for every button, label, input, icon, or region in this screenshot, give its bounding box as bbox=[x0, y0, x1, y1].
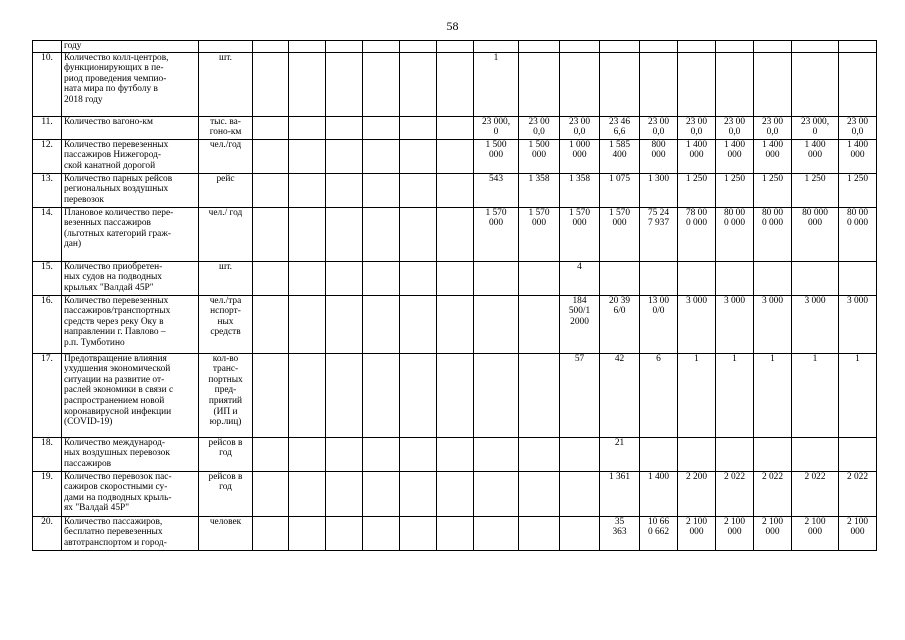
value-cell bbox=[326, 139, 363, 173]
value-cell bbox=[253, 353, 289, 437]
value-cell bbox=[437, 139, 474, 173]
value-cell: 2 100 000 bbox=[754, 516, 792, 550]
value-cell bbox=[253, 139, 289, 173]
value-cell: 1 bbox=[474, 52, 519, 116]
value-cell bbox=[474, 471, 519, 516]
value-cell bbox=[326, 116, 363, 139]
value-cell: 2 022 bbox=[716, 471, 754, 516]
table-row bbox=[33, 261, 877, 295]
value-cell bbox=[253, 173, 289, 207]
row-number-cell: 10. bbox=[33, 52, 62, 116]
value-cell bbox=[363, 139, 400, 173]
unit-cell: тыс. ва- гоно-км bbox=[199, 116, 253, 139]
value-cell: 543 bbox=[474, 173, 519, 207]
table-row bbox=[33, 516, 877, 550]
indicator-name-cell: Количество международ- ных воздушных перевозок пассажиров bbox=[62, 437, 199, 471]
value-cell bbox=[363, 471, 400, 516]
value-cell bbox=[326, 516, 363, 550]
value-cell bbox=[289, 516, 326, 550]
value-cell: 1 500 000 bbox=[519, 139, 560, 173]
indicator-name-cell: Количество парных рейсов региональных воздушных перевозок bbox=[62, 173, 199, 207]
value-cell: 1 400 000 bbox=[792, 139, 839, 173]
value-cell bbox=[792, 261, 839, 295]
value-cell bbox=[400, 261, 437, 295]
value-cell bbox=[678, 41, 716, 53]
unit-cell: рейс bbox=[199, 173, 253, 207]
value-cell bbox=[253, 471, 289, 516]
value-cell: 1 bbox=[792, 353, 839, 437]
unit-cell: чел./тра нспорт- ных средств bbox=[199, 295, 253, 353]
indicator-name-cell: Количество колл-центров, функционирующих в пе- риод проведения чемпио- ната мира по футболу в 2018 году bbox=[62, 52, 199, 116]
value-cell: 4 bbox=[560, 261, 600, 295]
value-cell bbox=[437, 116, 474, 139]
value-cell bbox=[400, 353, 437, 437]
value-cell bbox=[519, 52, 560, 116]
value-cell bbox=[400, 41, 437, 53]
value-cell bbox=[437, 516, 474, 550]
value-cell: 78 00 0 000 bbox=[678, 207, 716, 261]
row-number-cell: 18. bbox=[33, 437, 62, 471]
value-cell bbox=[474, 41, 519, 53]
value-cell bbox=[363, 173, 400, 207]
row-number-cell: 16. bbox=[33, 295, 62, 353]
value-cell: 23 46 6,6 bbox=[600, 116, 640, 139]
value-cell: 2 100 000 bbox=[792, 516, 839, 550]
value-cell bbox=[474, 437, 519, 471]
value-cell: 23 000, 0 bbox=[474, 116, 519, 139]
value-cell bbox=[253, 295, 289, 353]
value-cell bbox=[560, 41, 600, 53]
value-cell: 3 000 bbox=[792, 295, 839, 353]
value-cell bbox=[400, 437, 437, 471]
value-cell bbox=[560, 437, 600, 471]
value-cell bbox=[560, 52, 600, 116]
value-cell bbox=[437, 207, 474, 261]
value-cell: 1 358 bbox=[519, 173, 560, 207]
row-number-cell: 17. bbox=[33, 353, 62, 437]
value-cell bbox=[716, 261, 754, 295]
value-cell: 1 bbox=[754, 353, 792, 437]
value-cell bbox=[400, 139, 437, 173]
value-cell: 42 bbox=[600, 353, 640, 437]
value-cell bbox=[716, 437, 754, 471]
value-cell bbox=[640, 41, 678, 53]
unit-cell: рейсов в год bbox=[199, 471, 253, 516]
value-cell bbox=[326, 295, 363, 353]
unit-cell: чел./год bbox=[199, 139, 253, 173]
value-cell bbox=[326, 52, 363, 116]
value-cell bbox=[437, 52, 474, 116]
value-cell bbox=[839, 437, 877, 471]
table-row bbox=[33, 295, 877, 353]
value-cell: 1 bbox=[839, 353, 877, 437]
value-cell bbox=[474, 353, 519, 437]
value-cell bbox=[678, 437, 716, 471]
value-cell: 3 000 bbox=[754, 295, 792, 353]
table-row bbox=[33, 207, 877, 261]
value-cell bbox=[253, 207, 289, 261]
value-cell bbox=[519, 295, 560, 353]
table-body bbox=[33, 41, 877, 551]
value-cell bbox=[289, 295, 326, 353]
value-cell bbox=[289, 261, 326, 295]
value-cell: 2 022 bbox=[792, 471, 839, 516]
value-cell: 1 075 bbox=[600, 173, 640, 207]
value-cell bbox=[400, 516, 437, 550]
value-cell bbox=[792, 437, 839, 471]
value-cell: 21 bbox=[600, 437, 640, 471]
indicator-name-cell: Плановое количество пере- везенных пассажиров (льготных категорий граж- дан) bbox=[62, 207, 199, 261]
value-cell: 75 24 7 937 bbox=[640, 207, 678, 261]
value-cell bbox=[437, 41, 474, 53]
value-cell: 23 00 0,0 bbox=[754, 116, 792, 139]
value-cell bbox=[289, 52, 326, 116]
unit-cell: чел./ год bbox=[199, 207, 253, 261]
row-number-cell: 11. bbox=[33, 116, 62, 139]
value-cell bbox=[326, 261, 363, 295]
table-row bbox=[33, 173, 877, 207]
value-cell: 184 500/1 2000 bbox=[560, 295, 600, 353]
value-cell bbox=[363, 52, 400, 116]
value-cell bbox=[519, 516, 560, 550]
value-cell: 23 00 0,0 bbox=[839, 116, 877, 139]
indicator-name-cell: Количество перевозок пас- сажиров скоростными су- дами на подводных крыль- ях "Валдай 45Р" bbox=[62, 471, 199, 516]
value-cell: 1 bbox=[678, 353, 716, 437]
value-cell bbox=[600, 52, 640, 116]
table-row-continuation bbox=[33, 41, 877, 53]
value-cell bbox=[754, 437, 792, 471]
unit-cell: рейсов в год bbox=[199, 437, 253, 471]
value-cell bbox=[289, 139, 326, 173]
value-cell bbox=[716, 41, 754, 53]
value-cell bbox=[289, 207, 326, 261]
value-cell bbox=[289, 173, 326, 207]
value-cell bbox=[253, 116, 289, 139]
value-cell bbox=[474, 295, 519, 353]
value-cell bbox=[363, 353, 400, 437]
row-number-cell: 19. bbox=[33, 471, 62, 516]
value-cell bbox=[437, 471, 474, 516]
value-cell bbox=[474, 261, 519, 295]
value-cell bbox=[363, 41, 400, 53]
value-cell bbox=[560, 471, 600, 516]
value-cell: 1 250 bbox=[716, 173, 754, 207]
unit-cell: шт. bbox=[199, 52, 253, 116]
value-cell: 6 bbox=[640, 353, 678, 437]
value-cell bbox=[678, 261, 716, 295]
value-cell bbox=[839, 52, 877, 116]
value-cell bbox=[640, 52, 678, 116]
value-cell bbox=[437, 295, 474, 353]
value-cell: 1 250 bbox=[678, 173, 716, 207]
value-cell bbox=[754, 261, 792, 295]
value-cell: 2 022 bbox=[839, 471, 877, 516]
value-cell: 1 570 000 bbox=[519, 207, 560, 261]
value-cell bbox=[363, 437, 400, 471]
value-cell bbox=[289, 471, 326, 516]
unit-cell: кол-во транс- портных пред- приятий (ИП и юр.лиц) bbox=[199, 353, 253, 437]
table-row bbox=[33, 353, 877, 437]
row-number-cell: 13. bbox=[33, 173, 62, 207]
value-cell bbox=[326, 207, 363, 261]
row-number-cell: 12. bbox=[33, 139, 62, 173]
value-cell: 1 570 000 bbox=[560, 207, 600, 261]
value-cell: 2 200 bbox=[678, 471, 716, 516]
value-cell: 10 66 0 662 bbox=[640, 516, 678, 550]
value-cell bbox=[474, 516, 519, 550]
table-row bbox=[33, 139, 877, 173]
value-cell bbox=[326, 41, 363, 53]
value-cell: 1 570 000 bbox=[600, 207, 640, 261]
value-cell bbox=[253, 41, 289, 53]
value-cell: 1 400 000 bbox=[754, 139, 792, 173]
value-cell: 23 000, 0 bbox=[792, 116, 839, 139]
value-cell bbox=[289, 116, 326, 139]
value-cell: 800 000 bbox=[640, 139, 678, 173]
value-cell bbox=[640, 437, 678, 471]
value-cell: 23 00 0,0 bbox=[560, 116, 600, 139]
value-cell: 1 250 bbox=[792, 173, 839, 207]
value-cell bbox=[326, 437, 363, 471]
value-cell: 1 300 bbox=[640, 173, 678, 207]
value-cell bbox=[560, 516, 600, 550]
value-cell bbox=[326, 353, 363, 437]
value-cell: 1 361 bbox=[600, 471, 640, 516]
value-cell: 2 100 000 bbox=[839, 516, 877, 550]
row-number-cell: 15. bbox=[33, 261, 62, 295]
value-cell bbox=[519, 471, 560, 516]
value-cell: 2 100 000 bbox=[716, 516, 754, 550]
value-cell: 23 00 0,0 bbox=[716, 116, 754, 139]
value-cell bbox=[326, 471, 363, 516]
value-cell bbox=[289, 353, 326, 437]
value-cell bbox=[600, 261, 640, 295]
value-cell bbox=[400, 173, 437, 207]
value-cell bbox=[363, 116, 400, 139]
value-cell bbox=[792, 41, 839, 53]
indicator-name-cell: Количество вагоно-км bbox=[62, 116, 199, 139]
value-cell: 1 250 bbox=[839, 173, 877, 207]
indicator-name-cell: Количество перевезенных пассажиров/транспортных средств через реку Оку в направлении г. Павлово – р.п. Тумботино bbox=[62, 295, 199, 353]
value-cell bbox=[519, 353, 560, 437]
value-cell bbox=[326, 173, 363, 207]
value-cell: 1 250 bbox=[754, 173, 792, 207]
indicator-name-cell: году bbox=[62, 41, 199, 53]
value-cell: 1 bbox=[716, 353, 754, 437]
value-cell bbox=[792, 52, 839, 116]
value-cell: 3 000 bbox=[839, 295, 877, 353]
value-cell: 23 00 0,0 bbox=[640, 116, 678, 139]
value-cell bbox=[400, 116, 437, 139]
value-cell bbox=[437, 261, 474, 295]
row-number-cell: 14. bbox=[33, 207, 62, 261]
value-cell: 3 000 bbox=[716, 295, 754, 353]
value-cell bbox=[437, 437, 474, 471]
value-cell bbox=[640, 261, 678, 295]
value-cell bbox=[839, 41, 877, 53]
value-cell: 2 022 bbox=[754, 471, 792, 516]
value-cell: 1 585 400 bbox=[600, 139, 640, 173]
value-cell bbox=[363, 207, 400, 261]
value-cell bbox=[289, 437, 326, 471]
value-cell: 3 000 bbox=[678, 295, 716, 353]
indicator-name-cell: Предотвращение влияния ухудшения экономической ситуации на развитие от- раслей экономики в связи с распространением новой коронавирусной инфекции (COVID-19) bbox=[62, 353, 199, 437]
row-number-cell bbox=[33, 41, 62, 53]
value-cell bbox=[253, 261, 289, 295]
value-cell bbox=[678, 52, 716, 116]
value-cell bbox=[400, 52, 437, 116]
value-cell bbox=[519, 437, 560, 471]
unit-cell: шт. bbox=[199, 261, 253, 295]
value-cell bbox=[400, 295, 437, 353]
value-cell bbox=[754, 52, 792, 116]
value-cell: 80 00 0 000 bbox=[754, 207, 792, 261]
value-cell bbox=[519, 41, 560, 53]
value-cell bbox=[754, 41, 792, 53]
value-cell bbox=[600, 41, 640, 53]
value-cell: 1 570 000 bbox=[474, 207, 519, 261]
value-cell: 57 bbox=[560, 353, 600, 437]
value-cell: 80 00 0 000 bbox=[839, 207, 877, 261]
value-cell bbox=[519, 261, 560, 295]
value-cell bbox=[199, 41, 253, 53]
indicator-name-cell: Количество перевезенных пассажиров Нижегород- ской канатной дорогой bbox=[62, 139, 199, 173]
value-cell bbox=[253, 516, 289, 550]
value-cell: 1 400 000 bbox=[839, 139, 877, 173]
value-cell bbox=[363, 516, 400, 550]
unit-cell: человек bbox=[199, 516, 253, 550]
table-row bbox=[33, 116, 877, 139]
value-cell: 13 00 0/0 bbox=[640, 295, 678, 353]
value-cell bbox=[400, 207, 437, 261]
value-cell bbox=[716, 52, 754, 116]
value-cell: 80 00 0 000 bbox=[716, 207, 754, 261]
value-cell bbox=[253, 52, 289, 116]
table-row bbox=[33, 52, 877, 116]
value-cell: 80 000 000 bbox=[792, 207, 839, 261]
value-cell: 1 400 000 bbox=[716, 139, 754, 173]
value-cell bbox=[289, 41, 326, 53]
table-row bbox=[33, 471, 877, 516]
value-cell: 23 00 0,0 bbox=[678, 116, 716, 139]
value-cell: 1 500 000 bbox=[474, 139, 519, 173]
value-cell bbox=[253, 437, 289, 471]
value-cell bbox=[363, 295, 400, 353]
value-cell bbox=[437, 173, 474, 207]
value-cell bbox=[400, 471, 437, 516]
value-cell bbox=[363, 261, 400, 295]
value-cell bbox=[437, 353, 474, 437]
table-row bbox=[33, 437, 877, 471]
page-number: 58 bbox=[446, 19, 459, 33]
value-cell: 35 363 bbox=[600, 516, 640, 550]
value-cell bbox=[839, 261, 877, 295]
value-cell: 23 00 0,0 bbox=[519, 116, 560, 139]
indicators-table bbox=[32, 40, 877, 551]
indicator-name-cell: Количество пассажиров, бесплатно перевезенных автотранспортом и город- bbox=[62, 516, 199, 550]
value-cell: 1 358 bbox=[560, 173, 600, 207]
value-cell: 1 000 000 bbox=[560, 139, 600, 173]
indicator-name-cell: Количество приобретен- ных судов на подводных крыльях "Валдай 45Р" bbox=[62, 261, 199, 295]
value-cell: 1 400 000 bbox=[678, 139, 716, 173]
value-cell: 20 39 6/0 bbox=[600, 295, 640, 353]
row-number-cell: 20. bbox=[33, 516, 62, 550]
value-cell: 1 400 bbox=[640, 471, 678, 516]
value-cell: 2 100 000 bbox=[678, 516, 716, 550]
